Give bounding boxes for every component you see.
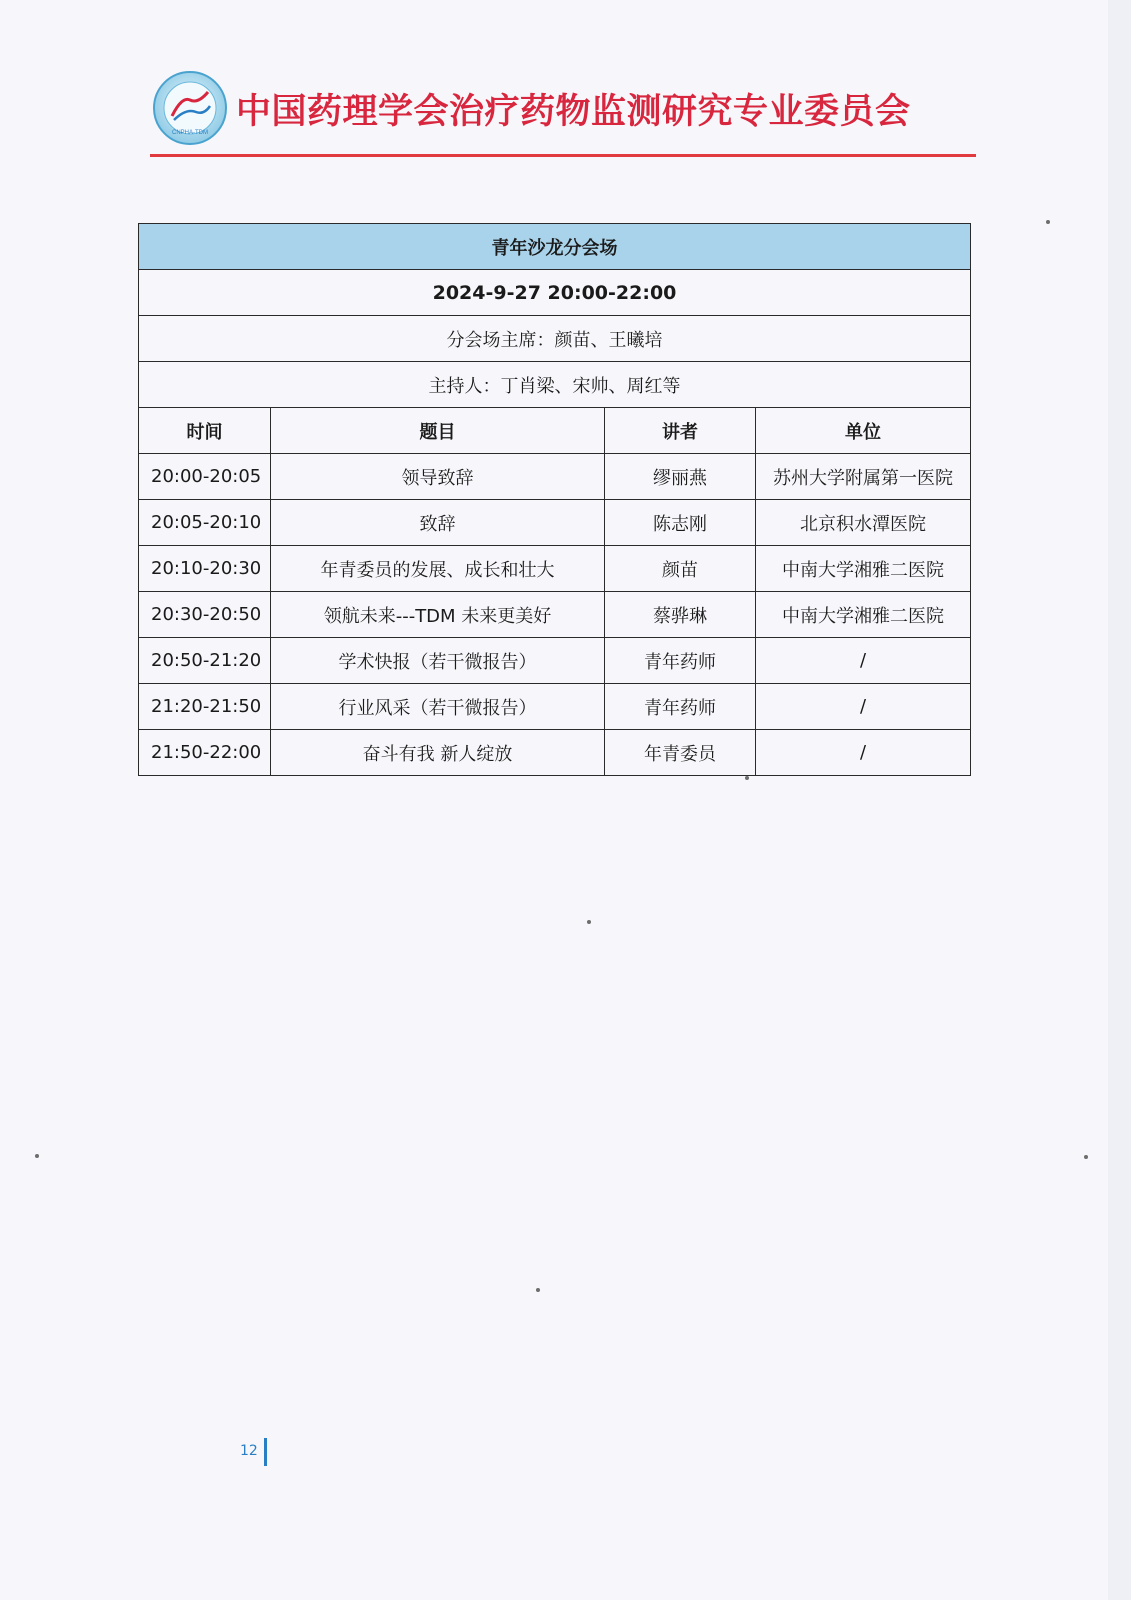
cell-time: 20:30-20:50 [139, 592, 271, 638]
cell-unit: / [756, 684, 971, 730]
scan-speck [745, 776, 749, 780]
cell-topic: 年青委员的发展、成长和壮大 [271, 546, 605, 592]
table-row [139, 730, 971, 776]
session-hosts-row [139, 362, 971, 408]
cell-topic: 致辞 [271, 500, 605, 546]
cell-time: 21:20-21:50 [139, 684, 271, 730]
column-header-row [139, 408, 971, 454]
cell-time: 20:05-20:10 [139, 500, 271, 546]
organization-title: 中国药理学会治疗药物监测研究专业委员会 [236, 92, 911, 132]
table-row [139, 454, 971, 500]
cell-speaker: 颜苗 [605, 546, 756, 592]
session-hosts: 主持人：丁肖梁、宋帅、周红等 [139, 362, 971, 408]
cnpha-tdm-logo-icon [152, 70, 228, 146]
cell-speaker: 青年药师 [605, 684, 756, 730]
session-title-row [139, 224, 971, 270]
cell-time: 20:00-20:05 [139, 454, 271, 500]
cell-unit: 中南大学湘雅二医院 [756, 546, 971, 592]
cell-speaker: 青年药师 [605, 638, 756, 684]
cell-topic: 奋斗有我 新人绽放 [271, 730, 605, 776]
header-divider [150, 154, 976, 157]
scan-speck [536, 1288, 540, 1292]
cell-time: 20:50-21:20 [139, 638, 271, 684]
cell-unit: 中南大学湘雅二医院 [756, 592, 971, 638]
page-number: 12 [240, 1443, 258, 1459]
cell-speaker: 蔡骅琳 [605, 592, 756, 638]
table-row [139, 684, 971, 730]
cell-topic: 领导致辞 [271, 454, 605, 500]
cell-unit: / [756, 638, 971, 684]
cell-topic: 领航未来---TDM 未来更美好 [271, 592, 605, 638]
session-date-row [139, 270, 971, 316]
session-title: 青年沙龙分会场 [139, 224, 971, 270]
logo-text: CNPHA-TDM [172, 130, 208, 136]
session-datetime: 2024-9-27 20:00-22:00 [139, 270, 971, 316]
column-header-time: 时间 [139, 408, 271, 454]
page-number-bar [264, 1438, 267, 1466]
scan-speck [1084, 1155, 1088, 1159]
scan-speck [1046, 220, 1050, 224]
cell-speaker: 缪丽燕 [605, 454, 756, 500]
table-row [139, 546, 971, 592]
column-header-speaker: 讲者 [605, 408, 756, 454]
cell-speaker: 年青委员 [605, 730, 756, 776]
scan-speck [35, 1154, 39, 1158]
table-row [139, 592, 971, 638]
cell-time: 21:50-22:00 [139, 730, 271, 776]
cell-unit: 苏州大学附属第一医院 [756, 454, 971, 500]
cell-topic: 行业风采（若干微报告） [271, 684, 605, 730]
cell-unit: / [756, 730, 971, 776]
page-edge [1108, 0, 1131, 1600]
cell-speaker: 陈志刚 [605, 500, 756, 546]
cell-unit: 北京积水潭医院 [756, 500, 971, 546]
column-header-topic: 题目 [271, 408, 605, 454]
schedule-table [138, 223, 971, 776]
cell-topic: 学术快报（若干微报告） [271, 638, 605, 684]
cell-time: 20:10-20:30 [139, 546, 271, 592]
scan-speck [587, 920, 591, 924]
table-row [139, 638, 971, 684]
session-chairs: 分会场主席：颜苗、王曦培 [139, 316, 971, 362]
table-row [139, 500, 971, 546]
session-chairs-row [139, 316, 971, 362]
column-header-unit: 单位 [756, 408, 971, 454]
